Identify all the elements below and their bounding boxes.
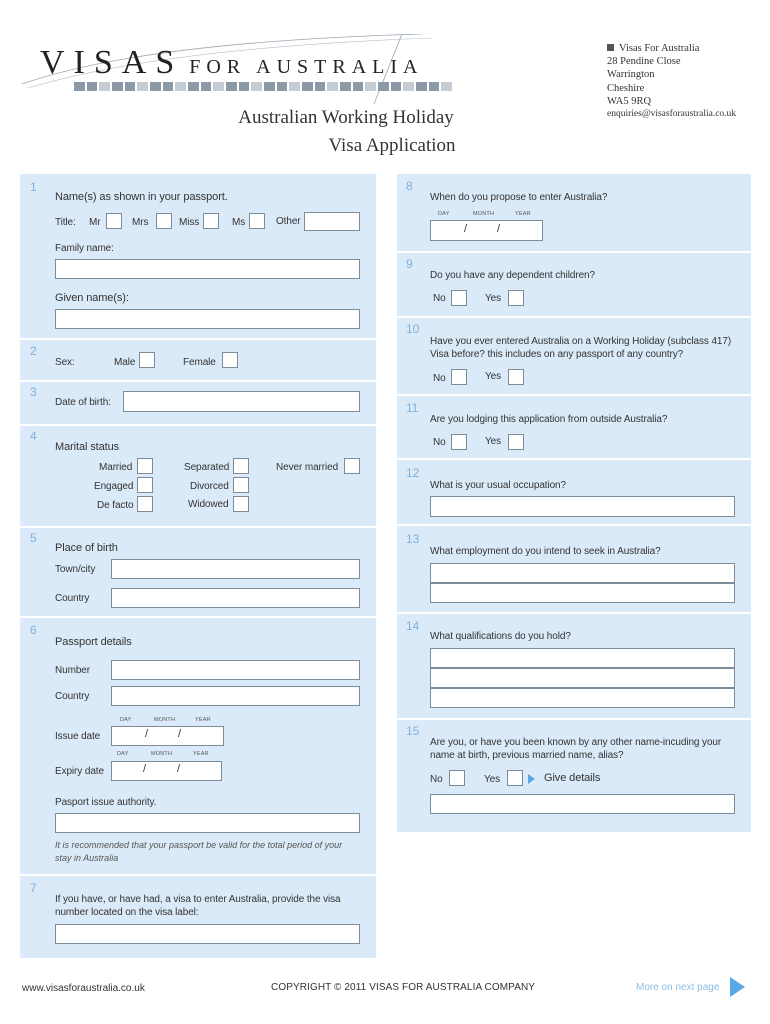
address-line3: Cheshire [607,82,645,94]
expiry-month-caption: MONTH [151,751,173,757]
passport-authority-field[interactable] [55,813,360,833]
other-names-yes-checkbox[interactable] [507,770,523,786]
passport-country-field[interactable] [111,686,360,706]
passport-number-field[interactable] [111,660,360,680]
qualifications-label: What qualifications do you hold? [430,631,571,642]
issue-day-caption: DAY [120,717,132,723]
entry-year-caption: YEAR [515,211,531,217]
issue-month-caption: MONTH [154,717,176,723]
section-number-3: 3 [30,385,37,399]
title-mr-checkbox[interactable] [106,213,122,229]
expiry-date-label: Expiry date [55,766,104,777]
next-page-arrow-icon[interactable] [730,977,745,997]
previous-whv-label-line1: Have you ever entered Australia on a Working Holiday (subclass 417) [430,336,732,347]
marital-option-separated: Separated [184,462,230,473]
marital-divorced-checkbox[interactable] [233,477,249,493]
section-number-14: 14 [406,619,420,633]
issue-year-caption: YEAR [195,717,211,723]
address-line1: 28 Pendine Close [607,56,681,68]
section-divider [20,526,376,528]
issue-date-field[interactable] [111,726,224,746]
document-title [238,104,522,160]
logo-main-text: VISAS [40,44,184,81]
square-bullet-icon [607,44,614,51]
outside-australia-label: Are you lodging this application from outside Australia? [430,414,668,425]
passport-details-label: Passport details [55,636,132,648]
visa-number-label-line1: If you have, or have had, a visa to enter Australia, provide the visa [55,894,341,905]
marital-option-widowed: Widowed [188,499,229,510]
other-names-no-checkbox[interactable] [449,770,465,786]
outside-yes-label: Yes [485,436,502,447]
marital-option-engaged: Engaged [94,481,134,492]
birth-country-field[interactable] [111,588,360,608]
section-number-9: 9 [406,257,413,271]
entry-day-caption: DAY [438,211,450,217]
passport-number-label: Number [55,665,90,676]
logo-wordmark [40,44,424,82]
title-option-other: Other [276,216,301,227]
previous-whv-no-label: No [433,373,446,384]
section-divider [397,718,751,720]
previous-whv-yes-checkbox[interactable] [508,369,524,385]
marital-never-married-checkbox[interactable] [344,458,360,474]
qualifications-field-2[interactable] [430,668,735,688]
section-number-7: 7 [30,881,37,895]
other-names-details-field[interactable] [430,794,735,814]
visa-number-field[interactable] [55,924,360,944]
address-email: enquiries@visasforaustralia.co.uk [607,109,737,120]
occupation-field[interactable] [430,496,735,517]
qualifications-field-1[interactable] [430,648,735,668]
section-number-15: 15 [406,724,420,738]
given-names-label: Given name(s): [55,292,129,304]
section-number-11: 11 [406,401,419,415]
given-names-field[interactable] [55,309,360,329]
previous-whv-yes-label: Yes [485,371,502,382]
marital-separated-checkbox[interactable] [233,458,249,474]
occupation-label: What is your usual occupation? [430,480,566,491]
section-number-12: 12 [406,466,420,480]
section-divider [397,251,751,253]
logo-stripe-bar [74,82,452,91]
previous-whv-no-checkbox[interactable] [451,369,467,385]
employment-field-1[interactable] [430,563,735,583]
section-number-10: 10 [406,322,420,336]
children-no-label: No [433,293,446,304]
marital-option-divorced: Divorced [190,481,229,492]
marital-de-facto-checkbox[interactable] [137,496,153,512]
title-option-mrs: Mrs [132,217,149,228]
date-separator: / [145,728,149,740]
expiry-date-field[interactable] [111,761,222,781]
marital-status-label: Marital status [55,441,120,453]
section-divider [397,394,751,396]
sex-female-checkbox[interactable] [222,352,238,368]
sex-male-checkbox[interactable] [139,352,155,368]
title-line2: Visa Application [328,135,456,156]
title-line1: Australian Working Holiday [238,107,454,128]
qualifications-field-3[interactable] [430,688,735,708]
dob-field[interactable] [123,391,360,412]
title-option-ms: Ms [232,217,246,228]
section-divider [20,380,376,382]
section-number-1: 1 [30,180,37,194]
passport-authority-label: Pasport issue authority. [55,797,157,808]
other-names-label-line1: Are you, or have you been known by any other name-incuding your [430,737,722,748]
section-divider [397,316,751,318]
names-heading: Name(s) as shown in your passport. [55,191,228,203]
date-separator: / [177,763,181,775]
entry-date-field[interactable] [430,220,543,241]
logo-for-text: FOR [189,56,247,78]
birth-town-field[interactable] [111,559,360,579]
logo-country-text: AUSTRALIA [256,56,424,78]
sex-option-female: Female [183,357,216,368]
section-divider [397,524,751,526]
arrow-right-icon [528,774,535,784]
visa-number-label-line2: number located on the visa label: [55,907,199,918]
birth-country-label: Country [55,593,90,604]
title-ms-checkbox[interactable] [249,213,265,229]
section-number-6: 6 [30,623,37,637]
title-mrs-checkbox[interactable] [156,213,172,229]
dependent-children-label: Do you have any dependent children? [430,270,595,281]
outside-yes-checkbox[interactable] [508,434,524,450]
section-number-8: 8 [406,179,413,193]
place-of-birth-label: Place of birth [55,542,118,554]
family-name-label: Family name: [55,243,114,254]
address-line2: Warrington [607,69,655,81]
sex-option-male: Male [114,357,136,368]
footer-copyright: COPYRIGHT © 2011 VISAS FOR AUSTRALIA COMPANY [271,982,536,993]
children-yes-label: Yes [485,293,502,304]
employment-field-2[interactable] [430,583,735,603]
children-yes-checkbox[interactable] [508,290,524,306]
date-separator: / [178,728,182,740]
give-details-label: Give details [544,772,601,784]
section-number-2: 2 [30,344,37,358]
title-option-mr: Mr [89,217,101,228]
date-separator: / [497,223,501,235]
other-names-no-label: No [430,774,443,785]
company-address [607,42,736,121]
section-divider [20,338,376,340]
marital-widowed-checkbox[interactable] [233,496,249,512]
previous-whv-label-line2: Visa before? this includes on any passport of any country? [430,349,684,360]
outside-no-checkbox[interactable] [451,434,467,450]
section-number-13: 13 [406,532,420,546]
footer-website: www.visasforaustralia.co.uk [22,983,145,994]
issue-date-label: Issue date [55,731,101,742]
marital-option-de-facto: De facto [97,500,134,511]
section-number-4: 4 [30,429,37,443]
title-other-field[interactable] [304,212,360,231]
section-divider [20,616,376,618]
section-divider [397,612,751,614]
date-separator: / [143,763,147,775]
marital-married-checkbox[interactable] [137,458,153,474]
title-label: Title: [55,217,76,228]
expiry-year-caption: YEAR [193,751,209,757]
expiry-day-caption: DAY [117,751,129,757]
section-divider [20,874,376,876]
outside-no-label: No [433,437,446,448]
dob-label: Date of birth: [55,397,111,408]
family-name-field[interactable] [55,259,360,279]
title-miss-checkbox[interactable] [203,213,219,229]
marital-option-married: Married [99,462,133,473]
children-no-checkbox[interactable] [451,290,467,306]
entry-month-caption: MONTH [473,211,495,217]
next-page-link[interactable]: More on next page [636,982,720,993]
other-names-label-line2: name at birth, previous married name, alias? [430,750,624,761]
title-option-miss: Miss [179,217,200,228]
section-divider [397,458,751,460]
address-company: Visas For Australia [619,43,700,54]
birth-town-label: Town/city [55,564,96,575]
marital-engaged-checkbox[interactable] [137,477,153,493]
section-number-5: 5 [30,531,37,545]
passport-country-label: Country [55,691,90,702]
company-logo [22,34,442,104]
entry-date-label: When do you propose to enter Australia? [430,192,608,203]
section-divider [20,424,376,426]
date-separator: / [464,223,468,235]
employment-label: What employment do you intend to seek in Australia? [430,546,661,557]
marital-option-never-married: Never married [276,462,339,473]
passport-validity-note: It is recommended that your passport be valid for the total period of your stay in Australia [55,840,343,863]
other-names-yes-label: Yes [484,774,501,785]
address-postcode: WA5 9RQ [607,95,652,107]
sex-label: Sex: [55,357,75,368]
